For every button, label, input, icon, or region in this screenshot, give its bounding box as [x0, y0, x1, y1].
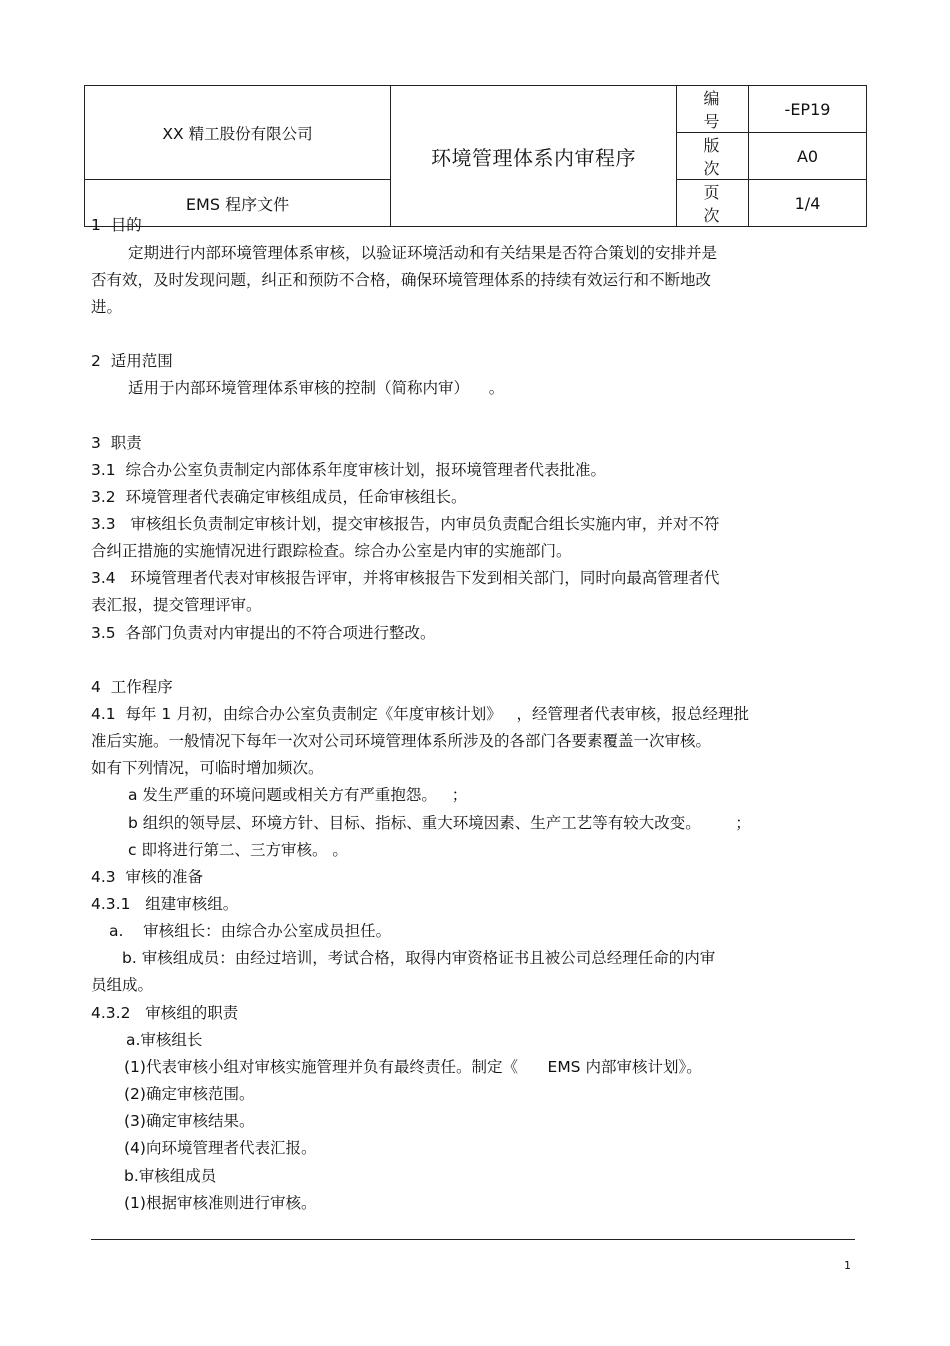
clause-4-3-2: 4.3.2 审核组的职责 — [91, 1004, 239, 1022]
section-4-heading: 4 工作程序 — [91, 678, 173, 696]
body-line: 合纠正措施的实施情况进行跟踪检查。综合办公室是内审的实施部门。 — [91, 542, 572, 560]
body-line: 定期进行内部环境管理体系审核，以验证环境活动和有关结果是否符合策划的安排并是 — [128, 244, 718, 262]
duty-item-2: (2)确定审核范围。 — [124, 1085, 255, 1103]
clause-3-4: 3.4 环境管理者代表对审核报告评审，并将审核报告下发到相关部门，同时向最高管理者代 — [91, 569, 720, 587]
body-line: 准后实施。一般情况下每年一次对公司环境管理体系所涉及的各部门各要素覆盖一次审核。 — [91, 732, 712, 750]
section-3-heading: 3 职责 — [91, 434, 142, 452]
section-2-heading: 2 适用范围 — [91, 352, 173, 370]
company-name: XX 精工股份有限公司 — [85, 86, 391, 180]
page-value: 1/4 — [749, 180, 867, 227]
clause-3-3: 3.3 审核组长负责制定审核计划，提交审核报告，内审员负责配合组长实施内审，并对不符 — [91, 515, 720, 533]
body-line: 进。 — [91, 298, 123, 316]
clause-3-2: 3.2 环境管理者代表确定审核组成员，任命审核组长。 — [91, 488, 467, 506]
body-line: 否有效，及时发现问题，纠正和预防不合格，确保环境管理体系的持续有效运行和不断地改 — [91, 271, 712, 289]
document-title: 环境管理体系内审程序 — [391, 86, 677, 227]
clause-3-5: 3.5 各部门负责对内审提出的不符合项进行整改。 — [91, 624, 436, 642]
list-item-b: b. 审核组成员：由经过培训，考试合格，取得内审资格证书且被公司总经理任命的内审 — [122, 949, 716, 967]
duty-item-3: (3)确定审核结果。 — [124, 1112, 255, 1130]
document-header-table — [84, 85, 867, 227]
body-line: 表汇报，提交管理评审。 — [91, 596, 262, 614]
clause-4-3: 4.3 审核的准备 — [91, 868, 204, 886]
list-item-a: a 发生严重的环境问题或相关方有严重抱怨。 ； — [128, 786, 468, 804]
duty-item-4: (4)向环境管理者代表汇报。 — [124, 1139, 317, 1157]
revision-label: 版 次 — [677, 133, 749, 180]
doc-number-label: 编 号 — [677, 86, 749, 133]
page-number: 1 — [844, 1259, 851, 1272]
doc-number-value: -EP19 — [749, 86, 867, 133]
document-type: EMS 程序文件 — [85, 180, 391, 227]
duty-item-1: (1)代表审核小组对审核实施管理并负有最终责任。制定《 EMS 内部审核计划》。 — [124, 1058, 702, 1076]
footer-divider — [91, 1239, 855, 1240]
duty-item-1: (1)根据审核准则进行审核。 — [124, 1194, 317, 1212]
list-item-b: b 组织的领导层、环境方针、目标、指标、重大环境因素、生产工艺等有较大改变。 ； — [128, 814, 751, 832]
clause-4-3-1: 4.3.1 组建审核组。 — [91, 895, 239, 913]
body-line: 员组成。 — [91, 976, 154, 994]
page-label: 页 次 — [677, 180, 749, 227]
body-line: 适用于内部环境管理体系审核的控制（简称内审） 。 — [128, 379, 505, 397]
sub-heading-b: b.审核组成员 — [124, 1167, 217, 1185]
list-item-a: a. 审核组长：由综合办公室成员担任。 — [109, 922, 392, 940]
body-line: 如有下列情况，可临时增加频次。 — [91, 759, 324, 777]
revision-value: A0 — [749, 133, 867, 180]
section-1-heading: 1 目的 — [91, 216, 142, 234]
sub-heading-a: a.审核组长 — [126, 1031, 203, 1049]
clause-3-1: 3.1 综合办公室负责制定内部体系年度审核计划，报环境管理者代表批准。 — [91, 461, 607, 479]
clause-4-1: 4.1 每年 1 月初，由综合办公室负责制定《年度审核计划》 ，经管理者代表审核，报总经理批 — [91, 705, 750, 723]
list-item-c: c 即将进行第二、三方审核。 。 — [128, 841, 348, 859]
